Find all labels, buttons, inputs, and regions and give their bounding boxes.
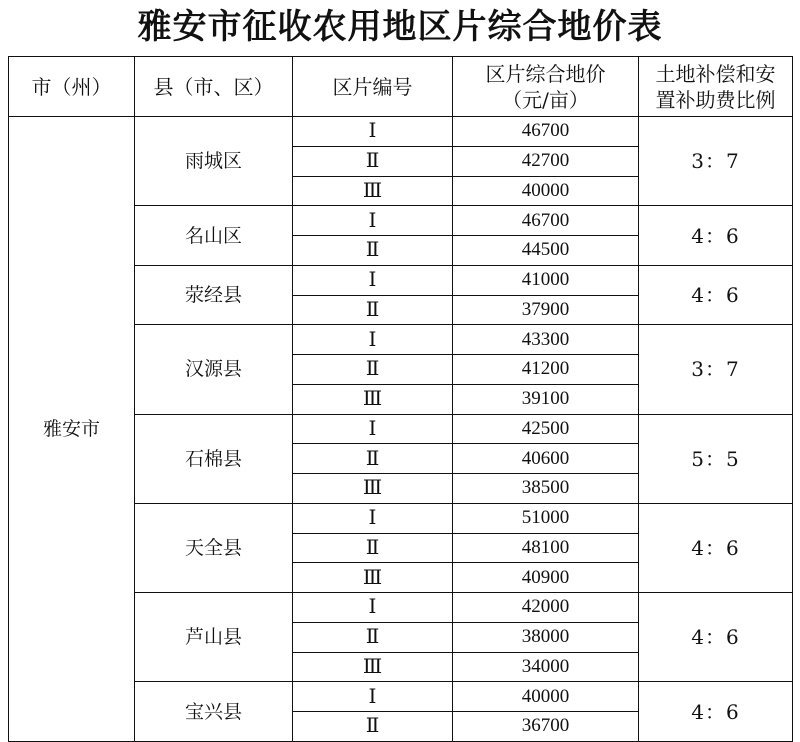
zone-price-cell: 48100	[453, 533, 639, 563]
zone-price-cell: 41200	[453, 355, 639, 385]
zone-number-cell: Ⅱ	[293, 146, 453, 176]
zone-price-cell: 38000	[453, 622, 639, 652]
zone-number-cell: Ⅰ	[293, 206, 453, 236]
table-body	[9, 117, 793, 742]
header-ratio	[639, 57, 793, 117]
compensation-ratio-cell: 4：6	[639, 593, 793, 682]
county-cell: 芦山县	[135, 593, 293, 682]
zone-number-cell: Ⅲ	[293, 384, 453, 414]
zone-number-cell: Ⅱ	[293, 712, 453, 742]
compensation-ratio-cell: 3：7	[639, 117, 793, 206]
zone-number-cell: Ⅰ	[293, 682, 453, 712]
county-cell: 名山区	[135, 206, 293, 266]
zone-number-cell: Ⅱ	[293, 355, 453, 385]
header-county: 县（市、区）	[135, 57, 293, 117]
zone-number-cell: Ⅰ	[293, 117, 453, 147]
zone-price-cell: 51000	[453, 503, 639, 533]
zone-price-cell: 42000	[453, 593, 639, 623]
zone-number-cell: Ⅰ	[293, 503, 453, 533]
zone-number-cell: Ⅰ	[293, 265, 453, 295]
zone-price-cell: 46700	[453, 117, 639, 147]
header-price-line2: （元/亩）	[502, 87, 589, 112]
zone-price-cell: 40900	[453, 563, 639, 593]
zone-number-cell: Ⅱ	[293, 236, 453, 266]
compensation-ratio-cell: 4：6	[639, 503, 793, 592]
county-cell: 天全县	[135, 503, 293, 592]
zone-price-cell: 43300	[453, 325, 639, 355]
zone-number-cell: Ⅲ	[293, 474, 453, 504]
header-ratio-line1: 土地补偿和安	[655, 61, 776, 86]
header-ratio-line2: 置补助费比例	[655, 87, 776, 112]
zone-price-cell: 34000	[453, 652, 639, 682]
zone-number-cell: Ⅰ	[293, 414, 453, 444]
zone-price-cell: 40600	[453, 444, 639, 474]
header-price-line1: 区片综合地价	[485, 61, 606, 86]
land-price-table	[8, 56, 793, 742]
zone-price-cell: 42700	[453, 146, 639, 176]
compensation-ratio-cell: 4：6	[639, 265, 793, 325]
compensation-ratio-cell: 4：6	[639, 682, 793, 742]
zone-number-cell: Ⅱ	[293, 444, 453, 474]
zone-number-cell: Ⅱ	[293, 533, 453, 563]
zone-price-cell: 39100	[453, 384, 639, 414]
zone-price-cell: 40000	[453, 682, 639, 712]
header-price	[453, 57, 639, 117]
header-city: 市（州）	[9, 57, 135, 117]
compensation-ratio-cell: 4：6	[639, 206, 793, 266]
city-cell: 雅安市	[9, 117, 135, 742]
header-row	[9, 57, 793, 117]
zone-price-cell: 41000	[453, 265, 639, 295]
table-row	[9, 117, 793, 147]
zone-number-cell: Ⅲ	[293, 563, 453, 593]
county-cell: 宝兴县	[135, 682, 293, 742]
page-title: 雅安市征收农用地区片综合地价表	[137, 7, 663, 47]
zone-number-cell: Ⅲ	[293, 652, 453, 682]
county-cell: 荥经县	[135, 265, 293, 325]
zone-price-cell: 42500	[453, 414, 639, 444]
zone-number-cell: Ⅱ	[293, 622, 453, 652]
zone-price-cell: 46700	[453, 206, 639, 236]
zone-price-cell: 44500	[453, 236, 639, 266]
zone-number-cell: Ⅰ	[293, 593, 453, 623]
zone-price-cell: 36700	[453, 712, 639, 742]
zone-number-cell: Ⅱ	[293, 295, 453, 325]
zone-price-cell: 38500	[453, 474, 639, 504]
compensation-ratio-cell: 5：5	[639, 414, 793, 503]
compensation-ratio-cell: 3：7	[639, 325, 793, 414]
header-zone-no: 区片编号	[293, 57, 453, 117]
county-cell: 汉源县	[135, 325, 293, 414]
zone-price-cell: 40000	[453, 176, 639, 206]
zone-price-cell: 37900	[453, 295, 639, 325]
county-cell: 石棉县	[135, 414, 293, 503]
county-cell: 雨城区	[135, 117, 293, 206]
zone-number-cell: Ⅰ	[293, 325, 453, 355]
zone-number-cell: Ⅲ	[293, 176, 453, 206]
